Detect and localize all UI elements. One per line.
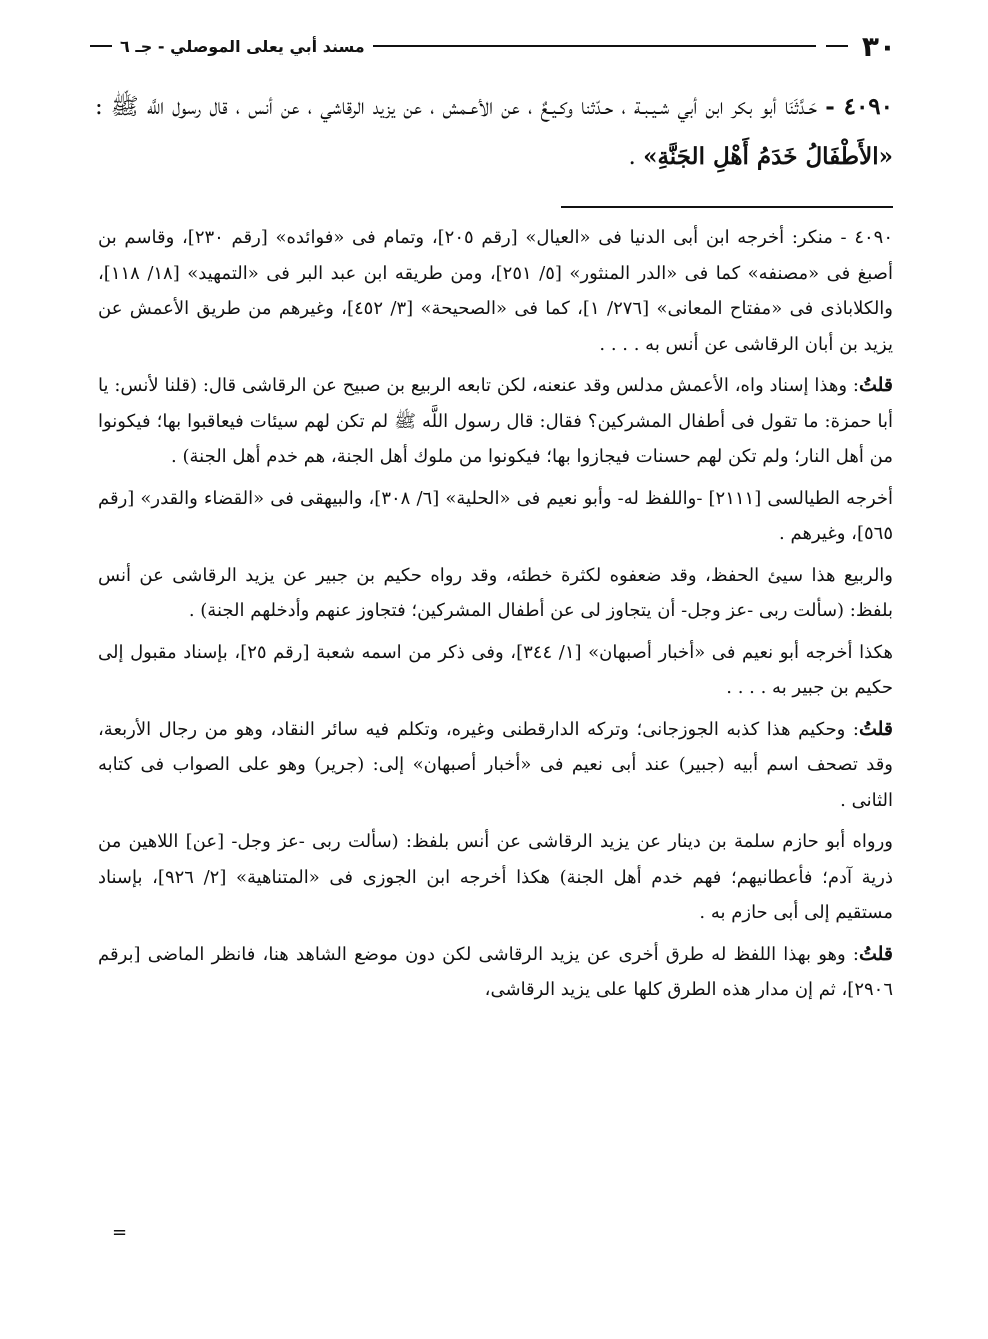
footnote-paragraph [98,712,893,819]
page-number: ٣٠ [861,29,896,63]
hadith-end: . [628,144,636,170]
footnote-divider [561,206,893,208]
footnote-text: : وهو بهذا اللفظ له طرق أخرى عن يزيد الرقاشى لكن دون موضع الشاهد هنا، فانظر الماضى [برقم ٢٩٠٦]، ثم إن مدار هذه الطرق كلها على يزيد الرقاشى، [98,943,893,1000]
footnote-paragraph [98,937,893,1008]
footnote-paragraph [98,368,893,475]
header-dash [826,45,848,47]
hadith-number: ٤٠٩٠ - [825,93,894,120]
footnote-text: : وحكيم هذا كذبه الجوزجانى؛ وتركه الدارقطنى وغيره، وتكلم فيه سائر النقاد، وهو من رجال الأربعة، وقد تصحف اسم أبيه (جبير) عند أبى نعيم فى «أخبار أصبهان» إلى: (جرير) وهو على الصواب فى كتابه الثانى . [98,718,893,811]
continuation-mark: = [112,1222,128,1243]
header-rule [373,45,816,47]
footnote-text: : وهذا إسناد واه، الأعمش مدلس وقد عنعنه، لكن تابعه الربيع بن صبيح عن الرقاشى قال: (قلنا لأنس: يا أبا حمزة: ما تقول فى أطفال المشركين؟ فقال: قال رسول اللَّه ﷺ لم تكن لهم سيئات فيعاقبوا بها؛ فيكونوا من أهل النار؛ ولم تكن لهم حسنات فيجازوا بها؛ فيكونوا من ملوك أهل الجنة، هم خدم أهل الجنة) . [98,375,893,467]
hadith-text [95,82,893,182]
qult-label: قلتُ [858,942,893,965]
hadith-chain: حَـدَّثَنَا أبو بكر ابن أبي شـيـبـة ، حـدّثنا وكـيـعٌ ، عن الأعـمش ، عن يزيد الرقاشي ، عن أنس ، قال رسول اللَّه ﷺ : [95,94,818,120]
footnote-paragraph: هكذا أخرجه أبو نعيم فى «أخبار أصبهان» [١/ ٣٤٤]، وفى ذكر من اسمه شعبة [رقم ٢٥]، بإسناد مقبول إلى حكيم بن جبير به . . . . [98,641,893,698]
footnote-paragraph: ٤٠٩٠ - منكر: أخرجه ابن أبى الدنيا فى «العيال» [رقم ٢٠٥]، وتمام فى «فوائده» [رقم ٢٣٠]، وقاسم بن أصبغ فى «مصنفه» كما فى «الدر المنثور» [٥/ ٢٥١]، ومن طريقه ابن عبد البر فى «التمهيد» [١٨/ ١١٨]، والكلاباذى فى «مفتاح المعانى» [٢٧٦/ ١]، كما فى «الصحيحة» [٣/ ٤٥٢]، وغيرهم من طريق الأعمش عن يزيد بن أبان الرقاشى عن أنس به . . . . [98,227,894,355]
footnote-paragraph: ورواه أبو حازم سلمة بن دينار عن يزيد الرقاشى عن أنس بلفظ: (سألت ربى -عز وجل- [عن] اللاهين من ذرية آدم؛ فأعطانيهم؛ فهم خدم أهل الجنة) هكذا أخرجه ابن الجوزى فى «المتناهية» [٢/ ٩٢٦]، بإسناد مستقيم إلى أبى حازم به . [98,831,893,923]
qult-label: قلتُ [858,374,893,396]
running-header [90,26,896,66]
hadith-matn: «الأَطْفَالُ خَدَمُ أَهْلِ الجَنَّةِ» [643,143,893,170]
qult-label: قلتُ [858,717,893,740]
footnotes [98,220,893,1014]
header-dash [90,45,112,47]
footnote-paragraph: والربيع هذا سيئ الحفظ، وقد ضعفوه لكثرة خطئه، وقد رواه حكيم بن جبير عن يزيد الرقاشى عن أنس بلفظ: (سألت ربى -عز وجل- أن يتجاوز لى عن أطفال المشركين؛ فتجاوز عنهم وأدخلهم الجنة) . [98,564,893,621]
book-title: مسند أبي يعلى الموصلي - جـ ٦ [120,36,365,56]
footnote-paragraph: أخرجه الطيالسى [٢١١١] -واللفظ له- وأبو نعيم فى «الحلية» [٦/ ٣٠٨]، والبيهقى فى «القضاء والقدر» [رقم ٥٦٥]، وغيرهم . [98,487,894,544]
